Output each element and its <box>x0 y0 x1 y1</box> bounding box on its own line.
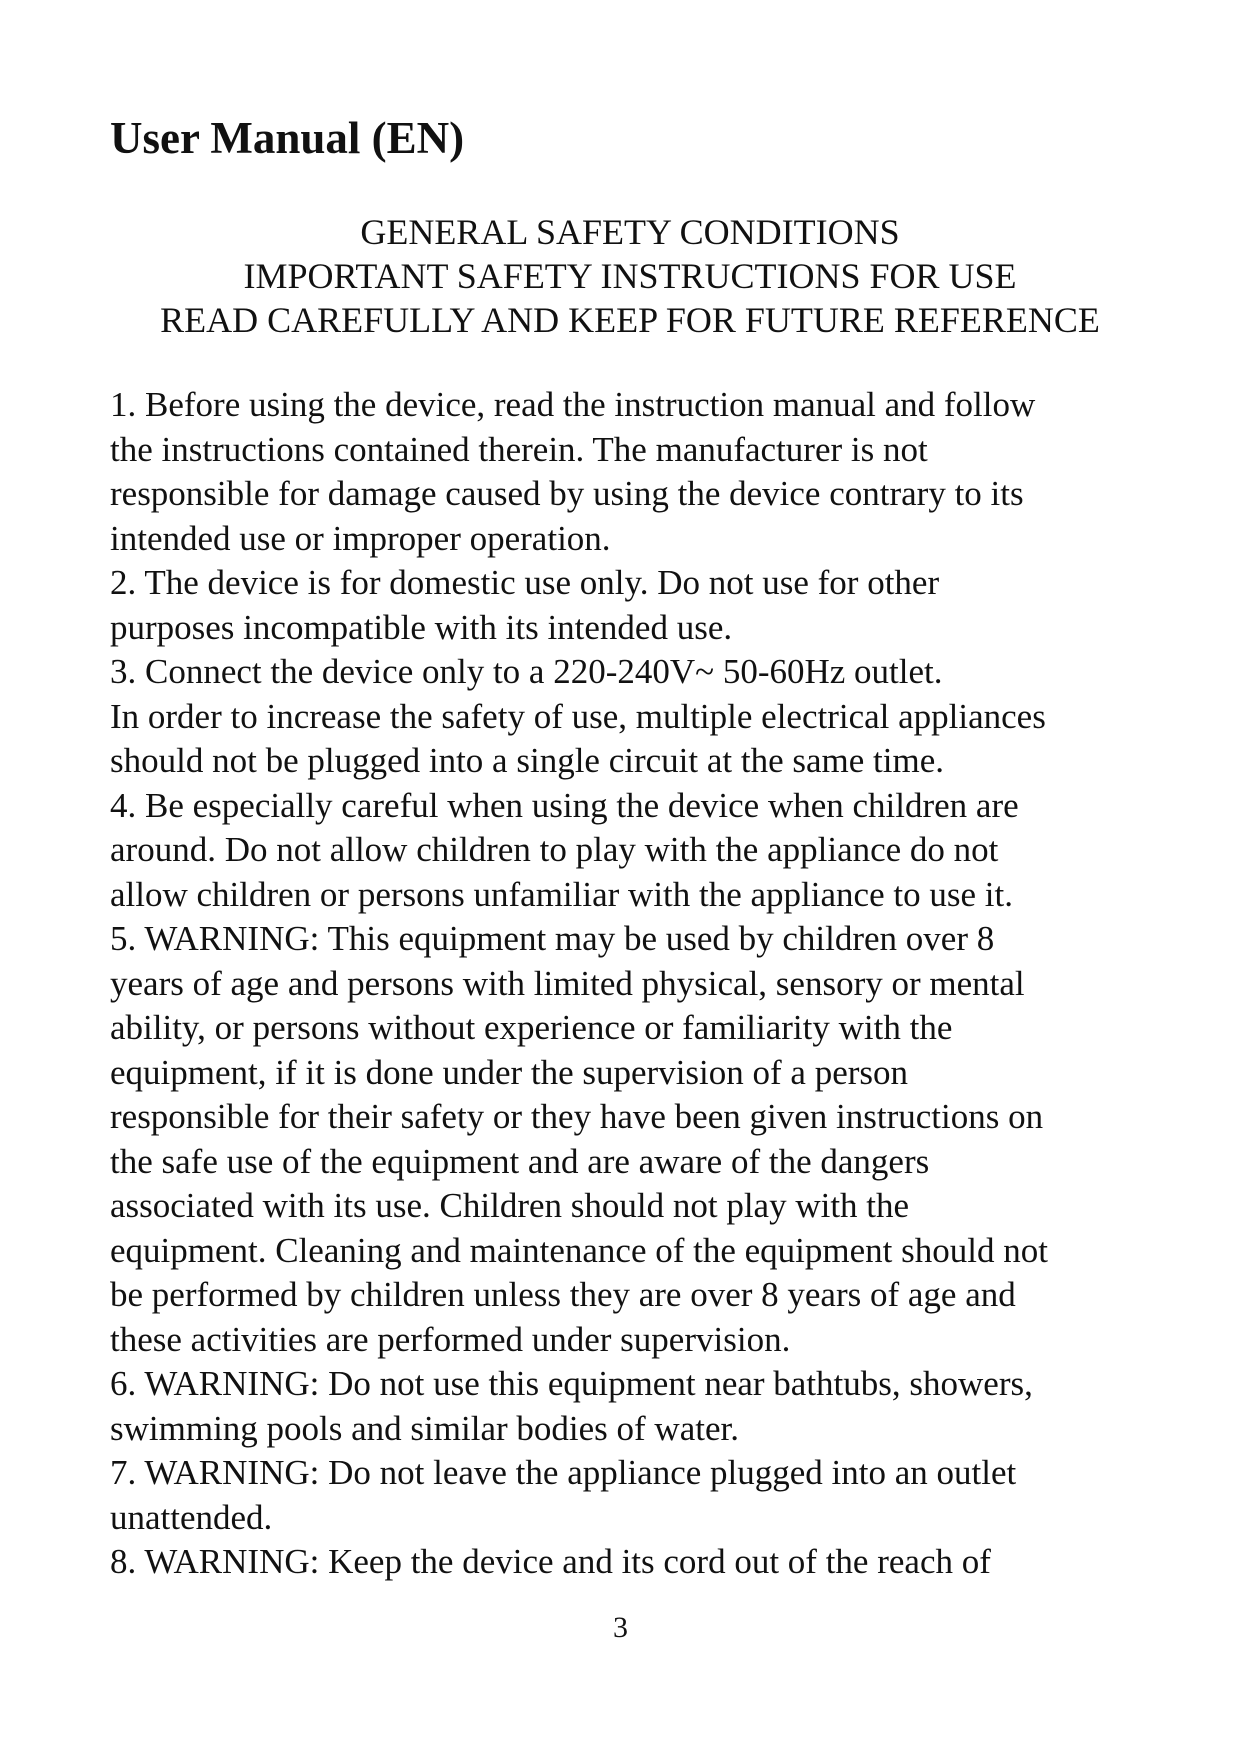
body-line: 2. The device is for domestic use only. Do not use for other <box>110 563 940 602</box>
body-line: responsible for their safety or they have been given instructions on <box>110 1097 1044 1136</box>
body-line: unattended. <box>110 1497 273 1537</box>
body-line: associated with its use. Children should not play with the <box>110 1186 910 1225</box>
body-line: swimming pools and similar bodies of water. <box>110 1408 739 1448</box>
body-line: these activities are performed under supervision. <box>110 1319 791 1359</box>
body-line: 1. Before using the device, read the instruction manual and follow <box>110 385 1036 424</box>
safety-instructions-body <box>110 383 1170 1585</box>
body-line: 4. Be especially careful when using the device when children are <box>110 785 1019 825</box>
heading-general-safety: GENERAL SAFETY CONDITIONS <box>360 212 900 252</box>
body-line: In order to increase the safety of use, multiple electrical appliances <box>110 696 1046 736</box>
page-number: 3 <box>613 1611 628 1644</box>
body-line: the instructions contained therein. The manufacturer is not <box>110 429 928 469</box>
body-line: 7. WARNING: Do not leave the appliance plugged into an outlet <box>110 1453 1017 1492</box>
heading-important-instructions: IMPORTANT SAFETY INSTRUCTIONS FOR USE <box>243 256 1017 296</box>
body-line: 8. WARNING: Keep the device and its cord out of the reach of <box>110 1542 991 1581</box>
body-line: 6. WARNING: Do not use this equipment near bathtubs, showers, <box>110 1364 1033 1403</box>
body-line: be performed by children unless they are over 8 years of age and <box>110 1275 1016 1314</box>
body-line: 5. WARNING: This equipment may be used by children over 8 <box>110 919 995 958</box>
body-line: intended use or improper operation. <box>110 518 611 558</box>
safety-headings <box>110 210 1150 342</box>
body-line: 3. Connect the device only to a 220-240V~ 50-60Hz outlet. <box>110 652 943 691</box>
page-title: User Manual (EN) <box>110 113 465 163</box>
body-line: should not be plugged into a single circuit at the same time. <box>110 741 944 780</box>
heading-read-carefully: READ CAREFULLY AND KEEP FOR FUTURE REFERENCE <box>160 300 1100 340</box>
body-line: the safe use of the equipment and are aware of the dangers <box>110 1141 930 1181</box>
body-line: responsible for damage caused by using the device contrary to its <box>110 474 1024 513</box>
body-line: purposes incompatible with its intended use. <box>110 607 733 647</box>
body-line: around. Do not allow children to play with the appliance do not <box>110 830 999 869</box>
body-line: years of age and persons with limited physical, sensory or mental <box>110 963 1025 1003</box>
body-line: ability, or persons without experience or familiarity with the <box>110 1008 953 1047</box>
body-line: equipment, if it is done under the supervision of a person <box>110 1052 909 1092</box>
body-line: allow children or persons unfamiliar with the appliance to use it. <box>110 874 1013 914</box>
body-line: equipment. Cleaning and maintenance of the equipment should not <box>110 1230 1048 1270</box>
